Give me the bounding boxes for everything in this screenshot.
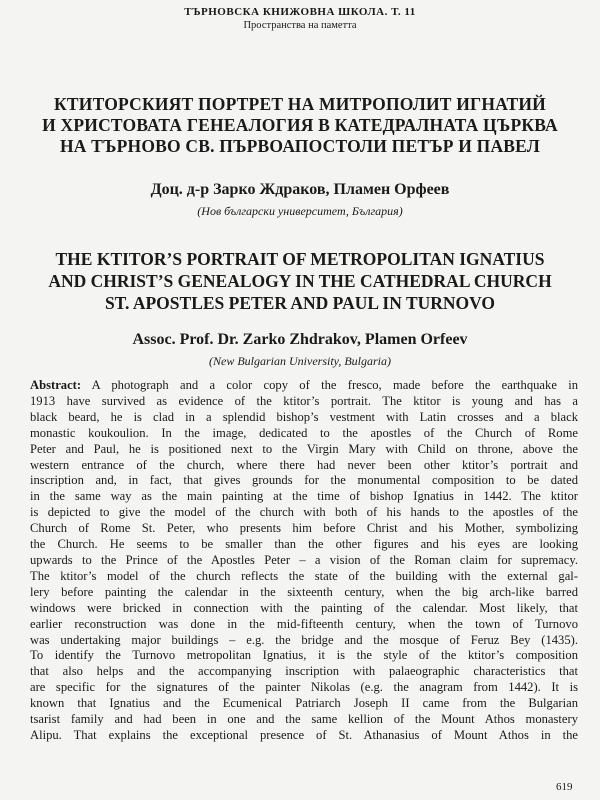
bulgarian-title-line: И ХРИСТОВАТА ГЕНЕАЛОГИЯ В КАТЕДРАЛНАТА ЦЪРКВА: [42, 115, 558, 135]
bulgarian-title-line: КТИТОРСКИЯТ ПОРТРЕТ НА МИТРОПОЛИТ ИГНАТИЙ: [54, 94, 546, 114]
abstract-line: monastic koukoulion. In the image, dedicated to the apostles of the Church of Rome: [30, 425, 578, 440]
abstract-line: that also helps and the accompanying inscription with palaeographic characteristics that: [30, 664, 578, 679]
abstract-line: earlier reconstruction was done in the mid-fifteenth century, when the town of Turnovo: [30, 616, 578, 631]
english-title-line: ST. APOSTLES PETER AND PAUL IN TURNOVO: [104, 293, 496, 313]
abstract-line: Alipu. That explains the exceptional presence of St. Athanasius of Mount Athos in the: [30, 727, 578, 742]
abstract-line: Peter and Paul, he is positioned next to the Virgin Mary with Child on throne, above the: [30, 441, 578, 456]
abstract-line: [30, 378, 578, 394]
abstract-line: known that Ignatius and the Ecumenical Patriarch Joseph II came from the Bulgarian: [30, 696, 578, 711]
english-authors: Assoc. Prof. Dr. Zarko Zhdrakov, Plamen Orfeev: [132, 331, 468, 348]
abstract-line: Church of Rome St. Peter, who presents him before Christ and his Mother, symbolizing: [30, 521, 578, 536]
abstract-line: black beard, he is clad in a splendid bishop’s vestment with Latin crosses and a black: [30, 409, 578, 424]
abstract-line: 1913 have survived as evidence of the ktitor’s portrait. The ktitor is young and has a: [30, 393, 578, 408]
abstract-line: inscription and, in fact, that gives grounds for the monumental composition to be dated: [30, 473, 578, 488]
abstract-line: The ktitor’s model of the church reflects the state of the building with the external gal-: [30, 568, 578, 583]
bulgarian-title-line: НА ТЪРНОВО СВ. ПЪРВОАПОСТОЛИ ПЕТЪР И ПАВЕЛ: [59, 136, 541, 156]
abstract-line: windows were bricked in connection with the painting of the calendar. Most likely, that: [30, 600, 578, 615]
english-affiliation: (New Bulgarian University, Bulgaria): [209, 354, 391, 368]
abstract-line: the Church. He seems to be smaller than the other figures and his eyes are looking: [30, 537, 578, 552]
english-title-line: AND CHRIST’S GENEALOGY IN THE CATHEDRAL CHURCH: [48, 271, 552, 291]
abstract-line: tsarist family and had been in one and the same kellion of the Mount Athos monastery: [30, 712, 578, 727]
abstract-line: lery before painting the calendar in the sixteenth century, when the big arch-like barred: [30, 584, 578, 599]
abstract-line: was undertaking major buildings – e.g. the bridge and the mosque of Feruz Bey (1435).: [30, 632, 578, 647]
abstract-line: To identify the Turnovo metropolitan Ignatius, it is the style of the ktitor’s composition: [30, 648, 578, 663]
english-title: [4, 248, 596, 314]
abstract-label: Abstract:: [30, 378, 82, 392]
series-subtitle: Пространства на паметта: [243, 20, 357, 31]
english-title-line: THE KTITOR’S PORTRAIT OF METROPOLITAN IGNATIUS: [55, 249, 545, 269]
abstract-line: are specific for the signatures of the painter Nikolas (e.g. the anagram from 1442). It is: [30, 680, 578, 695]
abstract-line: western entrance of the church, where there had never been other ktitor’s portrait and: [30, 457, 578, 472]
bulgarian-title: [20, 94, 580, 157]
abstract-line: in the same way as the main painting at the time of bishop Ignatius in 1442. The ktitor: [30, 489, 578, 504]
series-title: ТЪРНОВСКА КНИЖОВНА ШКОЛА. Т. 11: [184, 6, 416, 18]
abstract-line: upwards to the Prince of the Apostles Peter – a vision of the Roman claim for supremacy.: [30, 552, 578, 567]
abstract-line: is depicted to give the model of the church with both of his hands to the apostles of the: [30, 505, 578, 520]
abstract-line-text: A photograph and a color copy of the fresco, made before the earthquake in: [81, 378, 578, 392]
bulgarian-affiliation: (Нов български университет, България): [197, 204, 403, 218]
page-number: 619: [556, 781, 573, 793]
abstract: [30, 378, 578, 744]
running-head: [0, 6, 600, 32]
bulgarian-authors: Доц. д-р Зарко Ждраков, Пламен Орфеев: [150, 181, 450, 198]
